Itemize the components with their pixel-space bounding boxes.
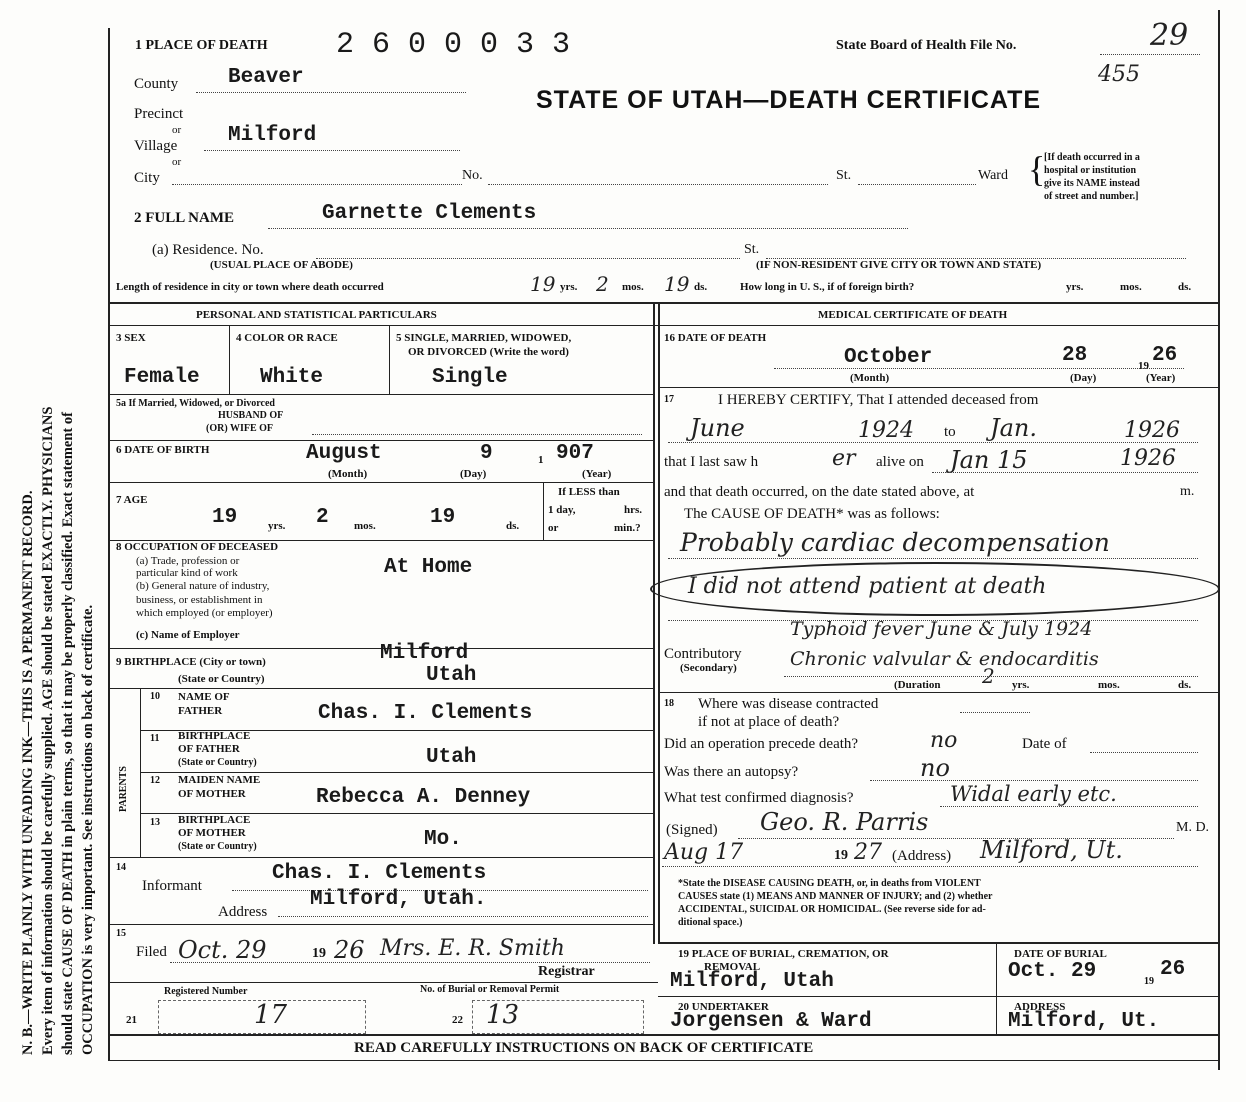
street-st-label: St.: [836, 168, 852, 183]
permit-number: 13: [486, 1000, 520, 1030]
dob-year-prefix: 1: [538, 454, 544, 466]
precinct-label: Precinct: [134, 106, 184, 122]
burial-permit-label: No. of Burial or Removal Permit: [420, 984, 560, 995]
us-yrs-label: yrs.: [1066, 281, 1084, 293]
residence-line: [316, 258, 740, 259]
death-date-line: [774, 368, 1184, 369]
registrar-label: Registrar: [538, 964, 595, 979]
row-line-8: [140, 772, 654, 773]
or-label-1: or: [172, 124, 182, 136]
filed-num: 15: [116, 928, 126, 939]
secondary-label: (Secondary): [680, 662, 737, 674]
spouse-label-1: 5a If Married, Widowed, or Divorced: [116, 398, 275, 409]
certificate-title: STATE OF UTAH—DEATH CERTIFICATE: [536, 86, 1042, 114]
length-yrs-label: yrs.: [560, 281, 578, 293]
attending-note: I did not attend patient at death: [688, 574, 1047, 599]
race-label: 4 COLOR OR RACE: [236, 332, 338, 344]
test-line: [940, 806, 1198, 807]
duration-yrs-label: yrs.: [1012, 679, 1030, 691]
cause-of-death: Probably cardiac decompensation: [680, 528, 1110, 557]
cause-label: The CAUSE OF DEATH* was as follows:: [684, 506, 940, 522]
less-than-label-2: 1 day,: [548, 504, 576, 516]
length-mos-value: 2: [596, 272, 609, 296]
row-line-2: [108, 440, 654, 441]
filed-line: [170, 962, 650, 963]
informant-address-label: Address: [218, 904, 268, 920]
margin-note-line3: should state CAUSE OF DEATH in plain terms, so that it may be properly classified. Exact statement of: [60, 412, 76, 1055]
full-name-value: Garnette Clements: [322, 202, 537, 225]
father-bp-num: 11: [150, 733, 160, 744]
column-divider-left: [653, 302, 655, 944]
death-year-prefix: 19: [1138, 360, 1149, 372]
age-less-divider: [543, 482, 544, 540]
section-heading-line: [108, 325, 1220, 326]
certificate-number: 2 6 0 0 0 3 3: [336, 28, 571, 62]
state-file-number-2: 455: [1098, 62, 1140, 87]
outer-left-border: [108, 28, 110, 1060]
autopsy-label: Was there an autopsy?: [664, 764, 799, 780]
occupation-b-1: (b) General nature of industry,: [136, 580, 270, 592]
informant-name: Chas. I. Clements: [272, 862, 487, 885]
signed-label: (Signed): [666, 822, 718, 838]
ward-note-3: give its NAME instead: [1044, 178, 1140, 189]
signed-year: 27: [854, 840, 882, 865]
less-than-hrs: hrs.: [624, 504, 643, 516]
death-occurred-text: and that death occurred, on the date stated above, at: [664, 484, 975, 500]
death-month-label: (Month): [850, 372, 890, 384]
marital-label-1: 5 SINGLE, MARRIED, WIDOWED,: [396, 332, 572, 344]
full-name-label: 2 FULL NAME: [134, 210, 235, 226]
marital-value: Single: [432, 366, 508, 389]
sex-value: Female: [124, 366, 200, 389]
row-line-11: [108, 924, 654, 925]
footer-line: [108, 1060, 1220, 1061]
filed-year-prefix: 19: [312, 946, 326, 961]
q18-line: [960, 712, 1030, 713]
undertaker-name: Jorgensen & Ward: [670, 1010, 872, 1033]
age-ds-value: 19: [430, 506, 456, 529]
signed-year-prefix: 19: [834, 848, 848, 863]
birthplace-city: Milford: [380, 642, 469, 665]
length-ds-label: ds.: [694, 281, 708, 293]
burial-place: Milford, Utah: [670, 970, 834, 993]
father-birthplace: Utah: [426, 746, 477, 769]
row-line-12: [108, 982, 658, 983]
signed-date: Aug 17: [664, 840, 744, 865]
occupation-label: 8 OCCUPATION OF DECEASED: [116, 541, 279, 553]
dob-day-label: (Day): [460, 468, 487, 480]
burial-date: Oct. 29: [1008, 960, 1097, 983]
ward-note-2: hospital or institution: [1044, 165, 1137, 176]
full-name-line: [268, 228, 908, 229]
burial-year-prefix: 19: [1144, 976, 1154, 987]
death-row-line: [658, 387, 1220, 388]
less-than-min: min.?: [614, 522, 641, 534]
last-saw-pronoun: er: [832, 446, 856, 471]
race-value: White: [260, 366, 324, 389]
informant-label: Informant: [142, 878, 202, 894]
filed-year: 26: [334, 936, 365, 964]
occupation-a-2: particular kind of work: [136, 567, 238, 579]
alive-on-label: alive on: [876, 454, 924, 470]
file-no-line: [1100, 54, 1200, 55]
test-label: What test confirmed diagnosis?: [664, 790, 854, 806]
parents-label: PARENTS: [118, 766, 129, 812]
father-label-2: FATHER: [178, 705, 223, 717]
contributory-cause-2: Chronic valvular & endocarditis: [790, 648, 1099, 670]
dob-day: 9: [480, 442, 493, 465]
mother-bp-num: 13: [150, 817, 160, 828]
father-name: Chas. I. Clements: [318, 702, 533, 725]
us-ds-label: ds.: [1178, 281, 1192, 293]
attended-from: June: [690, 414, 745, 442]
spouse-line: [312, 434, 642, 435]
occupation-b-2: business, or establishment in: [136, 594, 263, 606]
occupation-c: (c) Name of Employer: [136, 629, 240, 641]
birthplace-state: Utah: [426, 664, 477, 687]
state-file-label: State Board of Health File No.: [836, 38, 1017, 53]
test-value: Widal early etc.: [950, 782, 1117, 806]
father-label-1: NAME OF: [178, 691, 230, 703]
doctor-address: Milford, Ut.: [980, 836, 1123, 864]
undertaker-label: 20 UNDERTAKER: [678, 1001, 769, 1013]
attended-from-year: 1924: [858, 418, 914, 443]
spouse-label-2: HUSBAND OF: [218, 410, 284, 421]
operation-value: no: [930, 728, 958, 753]
age-mos-label: mos.: [354, 520, 376, 532]
outer-right-border: [1218, 10, 1220, 1070]
age-yrs-value: 19: [212, 506, 238, 529]
or-label-2: or: [172, 156, 182, 168]
footnote-4: ditional space.): [678, 917, 743, 928]
attended-line: [668, 442, 1198, 443]
last-saw-text: that I last saw h: [664, 454, 759, 470]
occupation-b-3: which employed (or employer): [136, 607, 273, 619]
attended-to-year: 1926: [1124, 418, 1180, 443]
us-mos-label: mos.: [1120, 281, 1142, 293]
row-line-1: [108, 394, 654, 395]
place-of-death-label: 1 PLACE OF DEATH: [135, 38, 268, 53]
q18-line-1: Where was disease contracted: [698, 696, 879, 712]
registered-number-label: Registered Number: [164, 986, 248, 997]
q18-num: 18: [664, 698, 674, 709]
age-yrs-label: yrs.: [268, 520, 286, 532]
last-saw-date: Jan 15: [950, 446, 1028, 474]
age-label: 7 AGE: [116, 494, 148, 506]
county-label: County: [134, 76, 179, 92]
sex-race-divider: [229, 326, 230, 394]
burial-place-label-1: 19 PLACE OF BURIAL, CREMATION, OR: [678, 948, 889, 960]
operation-label: Did an operation precede death?: [664, 736, 859, 752]
sex-label: 3 SEX: [116, 332, 146, 344]
row-line-6: [108, 688, 654, 689]
margin-note-line2: Every item of information should be carefully supplied. AGE should be stated EXACTLY. PHYSICIANS: [40, 406, 56, 1055]
attended-to-label: to: [944, 424, 956, 440]
footnote-2: CAUSES state (1) MEANS AND MANNER OF INJURY; and (2) whether: [678, 891, 993, 902]
nonresident-label: (IF NON-RESIDENT GIVE CITY OR TOWN AND STATE): [756, 259, 1042, 271]
address-line: [662, 866, 1198, 867]
footer-instructions: READ CAREFULLY INSTRUCTIONS ON BACK OF CERTIFICATE: [354, 1040, 814, 1056]
section-top-line: [108, 302, 1220, 304]
date-of-death-label: 16 DATE OF DEATH: [664, 332, 767, 344]
less-than-label-3: or: [548, 522, 559, 534]
city-label: City: [134, 170, 160, 186]
contributory-cause-1: Typhoid fever June & July 1924: [790, 618, 1093, 640]
residence-st-label: St.: [744, 242, 760, 257]
length-mos-label: mos.: [622, 281, 644, 293]
certify-num: 17: [664, 394, 674, 405]
mother-label-2: OF MOTHER: [178, 788, 246, 800]
duration-label: (Duration: [894, 679, 941, 691]
registered-number-prefix: 21: [126, 1014, 137, 1026]
father-num: 10: [150, 691, 160, 702]
footnote-3: ACCIDENTAL, SUICIDAL OR HOMICIDAL. (See reverse side for ad-: [678, 904, 986, 915]
burial-mid-line: [658, 996, 1220, 997]
father-bp-label-2: OF FATHER: [178, 743, 240, 755]
medical-heading: MEDICAL CERTIFICATE OF DEATH: [818, 309, 1008, 321]
contributory-label: Contributory: [664, 646, 742, 662]
mother-birthplace: Mo.: [424, 828, 462, 851]
undertaker-address-label: ADDRESS: [1014, 1001, 1066, 1013]
village-value: Milford: [228, 124, 317, 147]
death-day-label: (Day): [1070, 372, 1097, 384]
village-label: Village: [134, 138, 178, 154]
margin-note-line1: N. B.—WRITE PLAINLY WITH UNFADING INK—THIS IS A PERMANENT RECORD.: [20, 490, 36, 1055]
m-label: m.: [1180, 484, 1195, 499]
burial-date-label: DATE OF BURIAL: [1014, 948, 1107, 960]
row-line-3: [108, 482, 654, 483]
filed-label: Filed: [136, 944, 167, 960]
length-residence-label: Length of residence in city or town where death occurred: [116, 281, 384, 293]
ward-note-4: of street and number.]: [1044, 191, 1139, 202]
footnote-1: *State the DISEASE CAUSING DEATH, or, in deaths from VIOLENT: [678, 878, 981, 889]
certify-text: I HEREBY CERTIFY, That I attended deceased from: [718, 392, 1039, 408]
length-ds-value: 19: [664, 272, 690, 296]
burial-top-line: [658, 942, 1220, 944]
occupation-value: At Home: [384, 556, 473, 579]
last-saw-line: [932, 472, 1198, 473]
less-than-label-1: If LESS than: [558, 486, 620, 498]
burial-year: 26: [1160, 958, 1186, 981]
informant-address: Milford, Utah.: [310, 888, 487, 911]
birthplace-label: 9 BIRTHPLACE (City or town): [116, 656, 266, 668]
spouse-label-3: (OR) WIFE OF: [206, 423, 274, 434]
dob-month-label: (Month): [328, 468, 368, 480]
birthplace-state-label: (State or Country): [178, 673, 265, 685]
mother-name: Rebecca A. Denney: [316, 786, 531, 809]
informant-address-line: [278, 916, 648, 917]
mother-num: 12: [150, 775, 160, 786]
personal-heading: PERSONAL AND STATISTICAL PARTICULARS: [196, 309, 437, 321]
mother-label-1: MAIDEN NAME: [178, 774, 261, 786]
ward-brace: {: [1028, 149, 1046, 189]
death-year-label: (Year): [1146, 372, 1176, 384]
margin-note-line4: OCCUPATION is very important. See instructions on back of certificate.: [80, 604, 96, 1055]
father-bp-label-3: (State or Country): [178, 757, 257, 768]
ward-note-1: [If death occurred in a: [1044, 152, 1140, 163]
attended-to: Jan.: [990, 414, 1038, 442]
operation-date-line: [1090, 752, 1198, 753]
st-line: [858, 184, 976, 185]
undertaker-address: Milford, Ut.: [1008, 1010, 1160, 1033]
dob-year: 907: [556, 442, 594, 465]
autopsy-value: no: [920, 754, 950, 782]
dob-month: August: [306, 442, 382, 465]
marital-label-2: OR DIVORCED (Write the word): [408, 346, 569, 358]
us-residence-label: How long in U. S., if of foreign birth?: [740, 281, 915, 293]
autopsy-line: [870, 780, 1198, 781]
bottom-line: [108, 1034, 1220, 1036]
mother-bp-label-2: OF MOTHER: [178, 827, 246, 839]
death-month: October: [844, 346, 933, 369]
date-of-label: Date of: [1022, 736, 1067, 752]
last-saw-year: 1926: [1120, 446, 1176, 471]
occupation-a-1: (a) Trade, profession or: [136, 555, 240, 567]
age-mos-value: 2: [316, 506, 329, 529]
street-no-label: No.: [462, 168, 483, 183]
column-divider-right: [658, 302, 660, 944]
doctor-address-label: (Address): [892, 848, 952, 864]
row-line-10: [108, 857, 654, 858]
age-ds-label: ds.: [506, 520, 520, 532]
burial-divider: [996, 942, 997, 1034]
city-line: [172, 184, 462, 185]
dob-label: 6 DATE OF BIRTH: [116, 444, 210, 456]
village-line: [204, 150, 460, 151]
death-year: 26: [1152, 344, 1178, 367]
race-marital-divider: [389, 326, 390, 394]
state-file-number: 29: [1150, 18, 1189, 53]
death-day: 28: [1062, 344, 1088, 367]
usual-place-label: (USUAL PLACE OF ABODE): [210, 259, 353, 271]
ward-label: Ward: [978, 168, 1008, 183]
cause-line-1: [668, 558, 1198, 559]
duration-ds-label: ds.: [1178, 679, 1192, 691]
residence-label: (a) Residence. No.: [152, 242, 264, 258]
county-line: [196, 92, 466, 93]
physician-signature: Geo. R. Parris: [760, 808, 929, 836]
q18-line-2: if not at place of death?: [698, 714, 840, 730]
length-yrs-value: 19: [530, 272, 556, 296]
mother-bp-label-1: BIRTHPLACE: [178, 814, 251, 826]
duration-yrs: 2: [982, 664, 995, 688]
registered-number: 17: [254, 1000, 288, 1030]
county-value: Beaver: [228, 66, 304, 89]
father-bp-label-1: BIRTHPLACE: [178, 730, 251, 742]
informant-num: 14: [116, 862, 126, 873]
medical-row-line: [658, 692, 1220, 693]
permit-number-prefix: 22: [452, 1014, 463, 1026]
dob-year-label: (Year): [582, 468, 612, 480]
filed-date: Oct. 29: [178, 936, 267, 964]
parents-divider: [140, 688, 141, 858]
mother-bp-label-3: (State or Country): [178, 841, 257, 852]
street-line: [488, 184, 828, 185]
registrar-signature: Mrs. E. R. Smith: [380, 936, 565, 961]
burial-place-label-2: REMOVAL: [704, 961, 761, 973]
md-label: M. D.: [1176, 820, 1210, 835]
duration-mos-label: mos.: [1098, 679, 1120, 691]
